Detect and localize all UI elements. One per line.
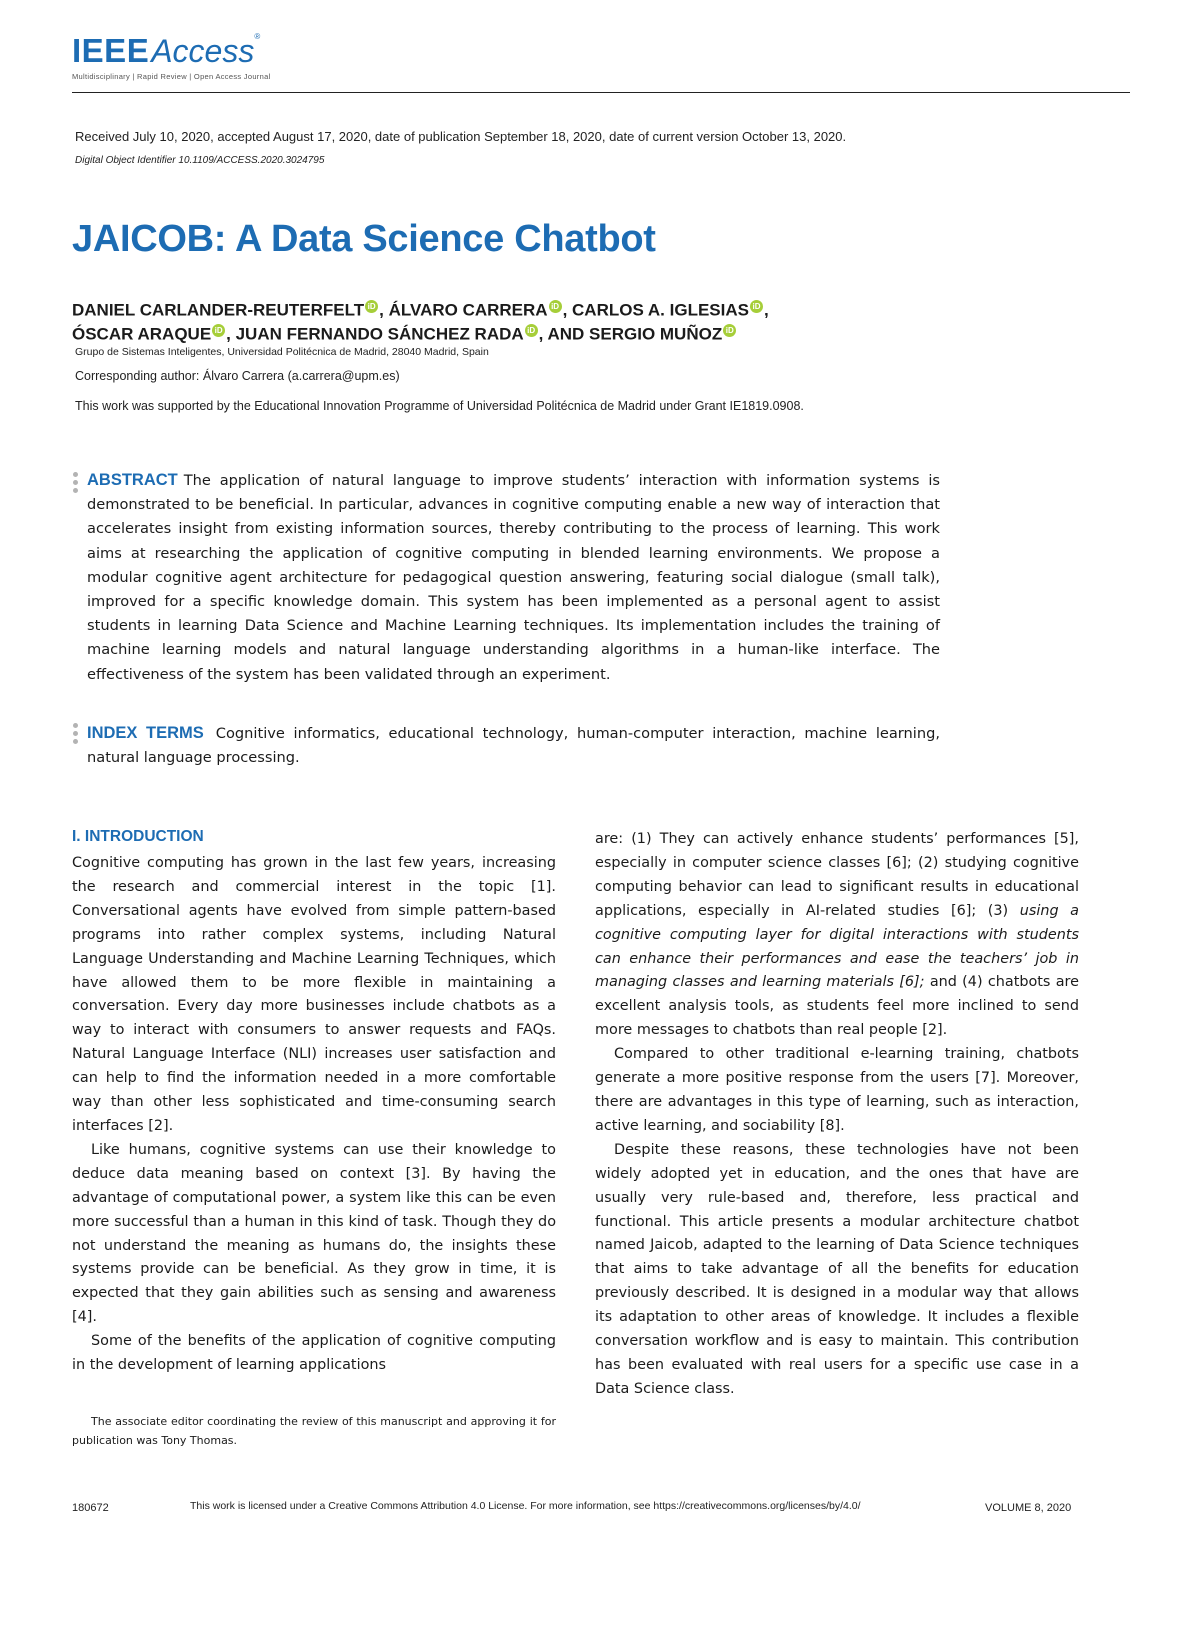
author-name: , ÁLVARO CARRERA [379, 300, 548, 320]
orcid-icon[interactable]: iD [549, 300, 562, 313]
editor-footnote: The associate editor coordinating the review of this manuscript and approving it for publication was Tony Thomas. [72, 1415, 556, 1447]
index-terms-text: Cognitive informatics, educational technology, human-computer interaction, machine learning, natural language processing. [87, 725, 940, 767]
author-name: , AND SERGIO MUÑOZ [538, 324, 723, 344]
page-number: 180672 [72, 1502, 109, 1514]
journal-tagline: Multidisciplinary | Rapid Review | Open Access Journal [72, 72, 271, 81]
body-paragraph: Like humans, cognitive systems can use their knowledge to deduce data meaning based on context [3]. By having the advantage of computational power, a system like this can be even more successful than a human in this kind of task. Though they do not understand the meaning as humans do, the insights these systems provide can be beneficial. As they grow in time, it is expected that they gain abilities such as sensing and awareness [4]. [72, 1141, 556, 1326]
logo-access-text: Access [151, 33, 255, 69]
body-column-right [595, 828, 1079, 1402]
body-text: and (4) chatbots are excellent analysis tools, as students feel more inclined to send more messages to chatbots than real people [2]. [595, 974, 1079, 1039]
author-separator: , [763, 300, 769, 320]
logo-trademark: ® [254, 32, 261, 41]
abstract-text: The application of natural language to improve students’ interaction with information systems is demonstrated to be beneficial. In particular, advances in cognitive computing enable a new way of interaction that accelerates insight from existing information sources, thereby contributing to the process of learning. This work aims at researching the application of cognitive computing in blended learning environments. We propose a modular cognitive agent architecture for pedagogical question answering, featuring social dialogue (small talk), improved for a specific knowledge domain. This system has been implemented as a personal agent to assist students in learning Data Science and Machine Learning techniques. Its implementation includes the training of machine learning models and natural language understanding algorithms in a human-like interface. The effectiveness of the system has been validated through an experiment. [87, 472, 940, 683]
paper-title: JAICOB: A Data Science Chatbot [72, 218, 656, 260]
body-column-left [72, 852, 556, 1378]
body-paragraph: Despite these reasons, these technologies have not been widely adopted yet in education, and the ones that have are usually very rule-based and, therefore, less practical and functional. This article presents a modular architecture chatbot named Jaicob, adapted to the learning of Data Science techniques that aims to take advantage of all the benefits for education previously described. It is designed in a modular way that allows its adaptation to other areas of knowledge. It includes a flexible conversation workflow and is easy to maintain. This contribution has been evaluated with real users for a specific use case in a Data Science class. [595, 1141, 1079, 1397]
ieee-access-logo [72, 32, 260, 70]
affiliation: Grupo de Sistemas Inteligentes, Universidad Politécnica de Madrid, 28040 Madrid, Spain [75, 346, 489, 358]
orcid-icon[interactable]: iD [750, 300, 763, 313]
author-line-2 [72, 324, 737, 345]
orcid-icon[interactable]: iD [212, 324, 225, 337]
volume-info: VOLUME 8, 2020 [985, 1502, 1072, 1514]
orcid-icon[interactable]: iD [365, 300, 378, 313]
orcid-icon[interactable]: iD [525, 324, 538, 337]
header-divider [72, 92, 1130, 93]
author-name: ÓSCAR ARAQUE [72, 324, 212, 344]
body-paragraph: Compared to other traditional e-learning training, chatbots generate a more positive response from the users [7]. Moreover, there are advantages in this type of learning, such as interaction, active learning, and sociability [8]. [595, 1046, 1079, 1134]
abstract [87, 468, 940, 687]
author-line-1 [72, 300, 769, 321]
author-name: DANIEL CARLANDER-REUTERFELT [72, 300, 365, 320]
abstract-label: ABSTRACT [87, 471, 178, 489]
body-paragraph: Some of the benefits of the application of cognitive computing in the development of learning applications [72, 1333, 556, 1374]
body-paragraph [595, 828, 1079, 1043]
section-heading: I. INTRODUCTION [72, 828, 204, 845]
author-name: , JUAN FERNANDO SÁNCHEZ RADA [226, 324, 524, 344]
index-terms-label: INDEX TERMS [87, 724, 204, 742]
orcid-icon[interactable]: iD [723, 324, 736, 337]
index-terms [87, 721, 940, 770]
publication-dates: Received July 10, 2020, accepted August 17, 2020, date of publication September 18, 2020, date of current version October 13, 2020. [75, 129, 847, 144]
body-text: are: (1) They can actively enhance students’ performances [5], especially in computer science classes [6]; (2) studying cognitive computing behavior can lead to significant results in educational applications, especially in AI-related studies [6]; (3) [595, 831, 1079, 919]
body-paragraph: Cognitive computing has grown in the last few years, increasing the research and commercial interest in the topic [1]. Conversational agents have evolved from simple pattern-based programs into rather complex systems, including Natural Language Understanding and Machine Learning Techniques, which have allowed them to be more flexible in maintaining a conversation. Every day more businesses include chatbots as a way to interact with consumers to answer requests and FAQs. Natural Language Interface (NLI) increases user satisfaction and can help to find the information needed in a more comfortable way than other less sophisticated and time-consuming search interfaces [2]. [72, 855, 556, 1134]
author-name: , CARLOS A. IGLESIAS [562, 300, 749, 320]
index-terms-marker-icon [73, 723, 79, 747]
logo-ieee-text: IEEE [72, 32, 150, 69]
funding-note: This work was supported by the Educational Innovation Programme of Universidad Politécnica de Madrid under Grant IE1819.0908. [75, 399, 804, 413]
doi-identifier: Digital Object Identifier 10.1109/ACCESS.2020.3024795 [75, 155, 325, 166]
abstract-marker-icon [73, 472, 79, 496]
corresponding-author: Corresponding author: Álvaro Carrera (a.carrera@upm.es) [75, 369, 400, 383]
body-text-italic: using a cognitive computing layer for digital interactions with students can enhance their performances and ease the teachers’ job in managing classes and learning materials [6]; [595, 902, 1080, 991]
license-note[interactable]: This work is licensed under a Creative Commons Attribution 4.0 License. For more information, see https://creativecommons.org/licenses/by/4.0/ [190, 1500, 861, 1512]
